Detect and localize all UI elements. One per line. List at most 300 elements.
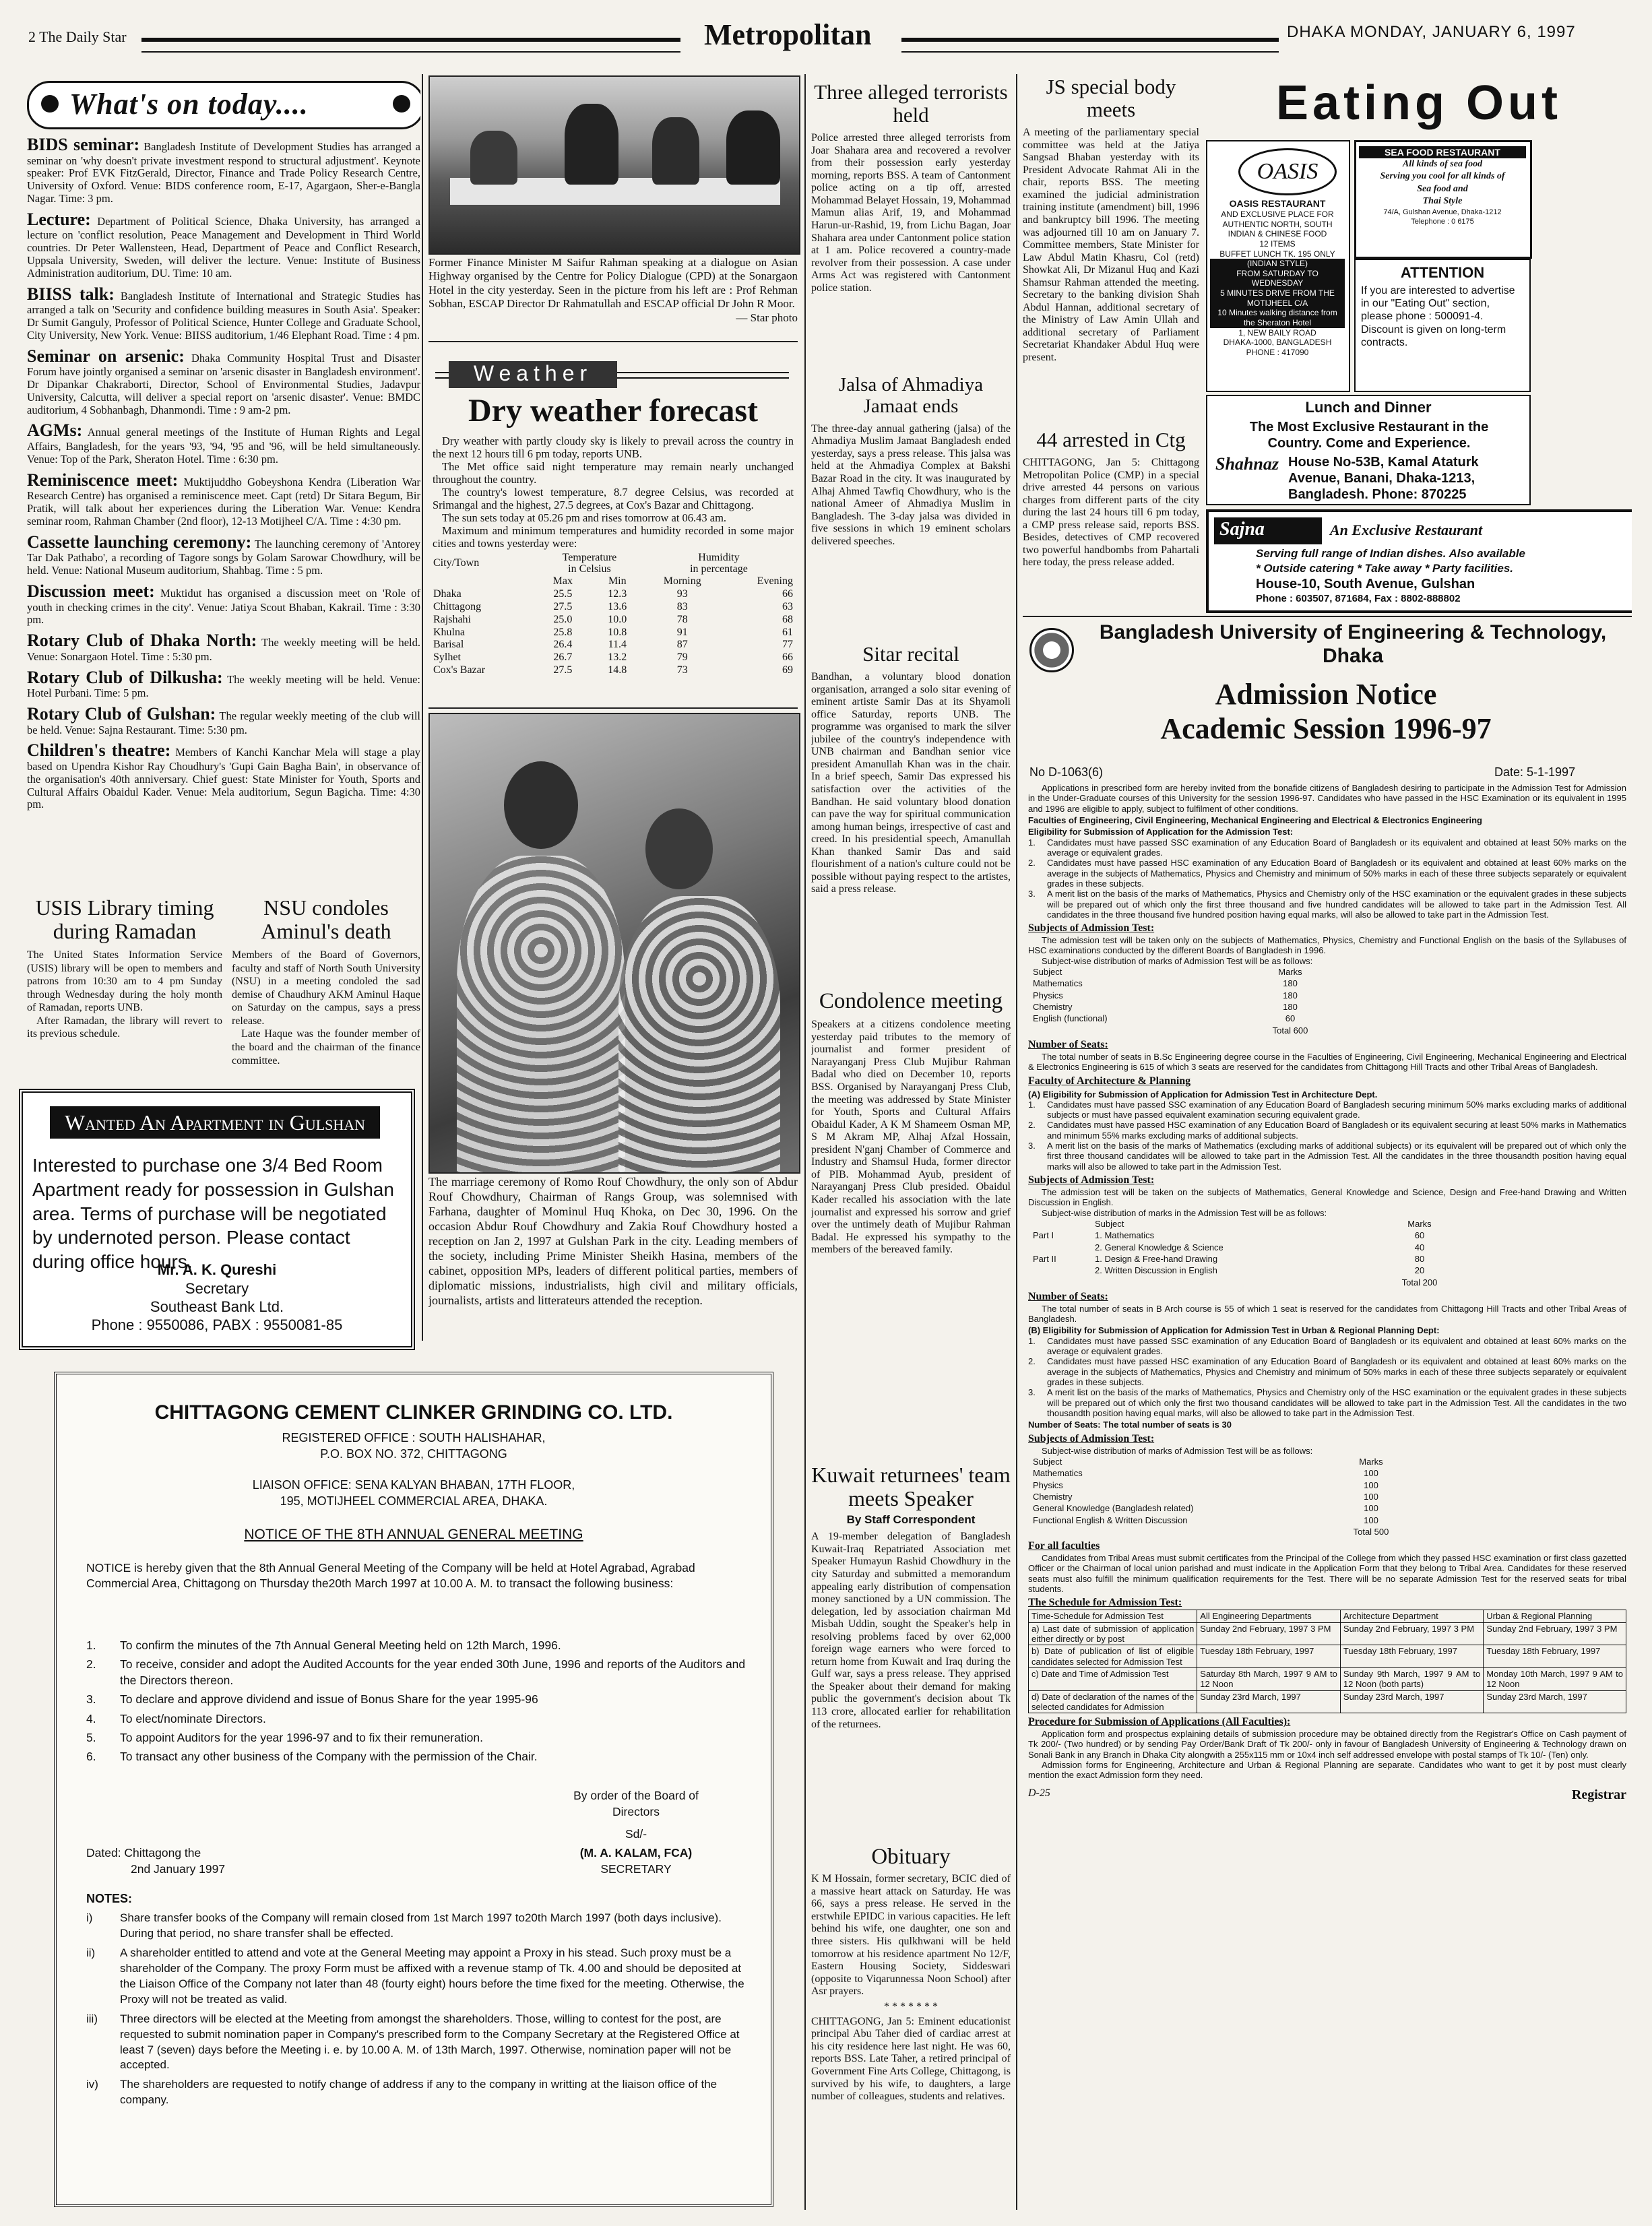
- event-item: [27, 631, 420, 663]
- event-item: [27, 135, 420, 205]
- buet-no: No D-1063(6): [1029, 765, 1104, 779]
- marks-cell: [1032, 1242, 1094, 1253]
- wanted-phone: Phone : 9550086, PABX : 9550081-85: [91, 1316, 343, 1333]
- wanted-name: Mr. A. K. Qureshi: [157, 1261, 277, 1278]
- marks-cell: 20: [1414, 1265, 1425, 1276]
- weather-row: [433, 588, 794, 601]
- clause-number: 2.: [1028, 1120, 1036, 1131]
- marks-cell: Functional English & Written Discussion: [1033, 1515, 1188, 1525]
- event-text: Annual general meetings of the Institute of Human Rights and Legal Affairs, Bangladesh, for the years '93, '94, '95 and '96, will be held simultaneously. Venue: Top of the Park, Sheraton Hotel. Time : 6:30 pm.: [27, 426, 420, 466]
- event-title: BIDS seminar:: [27, 135, 140, 154]
- numbered-clause: [1028, 1387, 1626, 1418]
- weather-cell: 79: [676, 651, 688, 664]
- marks-cell: Mathematics: [1033, 978, 1083, 989]
- buet-seats2-text: The total number of seats in B Arch course is 55 of which 1 seat is reserved for the candidates from Chittagong Hill Tracts and other Tribal Areas of Bangladesh.: [1028, 1303, 1626, 1325]
- schedule-cell: Sunday 2nd February, 1997 3 PM: [1340, 1622, 1483, 1645]
- schedule-cell: All Engineering Departments: [1197, 1610, 1341, 1622]
- buet-date: Date: 5-1-1997: [1494, 765, 1576, 779]
- oasis-line: INDIAN & CHINESE FOOD: [1228, 229, 1327, 239]
- note-text: Share transfer books of the Company will remain closed from 1st March 1997 to20th March 1997 (both days inclusive). During that period, no share transfer shall be effected.: [120, 1911, 722, 1940]
- agenda-text: To receive, consider and adopt the Audited Accounts for the year ended 30th June, 1996 and reports of the Auditors and the Directors thereon.: [120, 1657, 746, 1688]
- agenda-number: 4.: [86, 1711, 96, 1725]
- kuwait-body: A 19-member delegation of Bangladesh Kuwait-Iraq Repatriated Association met Speaker Humayun Rashid Chowdhury in the city Saturday and submitted a memorandum appealing early distribution of compensation money sanctioned by a UN commission. The delegation, led by association chairman Md Misbah Uddin, sought the Speaker's help in resolving problems faced by over 62,000 foreign wage earners who were forced to return home from Kuwait and Iraq during the Gulf war, says a press release. They apprised the Speaker about their demand for making public the government's decision about Tk 113 crore, allocated earlier for rehabilitation of the returnees.: [811, 1531, 1011, 1730]
- whats-on-section: [27, 81, 420, 822]
- schedule-cell: Sunday 23rd March, 1997: [1484, 1690, 1626, 1713]
- weather-cell: 26.7: [553, 651, 573, 664]
- buet-title: Admission Notice Academic Session 1996-97: [1160, 678, 1492, 745]
- weather-cell: Sylhet: [433, 651, 461, 664]
- marks-cell: Total 500: [1353, 1526, 1389, 1537]
- seafood-ad: [1354, 140, 1532, 259]
- oasis-text: [1210, 198, 1345, 357]
- seafood-line: 74/A, Gulshan Avenue, Dhaka-1212: [1383, 208, 1502, 216]
- sajna-logo: Sajna: [1219, 519, 1265, 540]
- event-title: Seminar on arsenic:: [27, 346, 185, 366]
- seafood-line: SEA FOOD RESTAURANT: [1359, 146, 1526, 158]
- oasis-line: 12 ITEMS: [1259, 238, 1296, 249]
- buet-procedure-text-2: Admission forms for Engineering, Architecture and Urban & Regional Planning are separate. Candidates who want to get it by post must clearly mention the exact Admission form they need.: [1028, 1760, 1626, 1781]
- cement-reg: REGISTERED OFFICE : SOUTH HALISHAHAR,: [282, 1431, 546, 1444]
- clause-text: A merit list on the basis of the marks of Mathematics, Physics and Chemistry only of the HSC examination or the equivalent grades in these subjects will be prepared out of which only the first two thousand candidates will be allowed to take part in the Admission Test. All the candidates in the two thousandth position having equal marks, will also be allowed to take part in the Admission Test.: [1047, 1387, 1626, 1419]
- marks-cell: Chemistry: [1033, 1491, 1073, 1502]
- sitar-body: Bandhan, a voluntary blood donation organisation, arranged a solo sitar evening of eminent artiste Samir Das at its Shyamoli office Saturday, reports UNB. The programme was organised to mark the silver jubilee of the country's independence with UNB chairman and Bandhan senior vice president Amanullah Khan was in the chair. In a brief speech, Samir Das expressed his satisfaction over the activities of the Bandhan. He said voluntary blood donation can pave the way for spiritual communication among human beings, irrespective of cast and creed. In his presidential speech, Amanullah Khan thanked Samir Das and said flourishment of a nation's culture could not be possible without paying respect to the artistes, said a press release.: [811, 671, 1011, 895]
- weather-cell: Rajshahi: [433, 613, 471, 625]
- marks-cell: Subject: [1033, 967, 1062, 978]
- cement-order: By order of the Board of Directors: [573, 1789, 699, 1818]
- whats-on-banner: [27, 81, 420, 129]
- marks-cell: 180: [1283, 1002, 1298, 1013]
- buet-subjects-text: The admission test will be taken only on the subjects of Mathematics, Physics, Chemistry and Functional English on the basis of the Syllabuses of HSC examinations conducted by the different Boards of Bangladesh in 1996.: [1028, 935, 1626, 956]
- buet-procedure-text: Application form and prospectus explaining details of submission procedure may be obtained directly from the Registrar's Office on Cash payment of Tk 200/- (Two hundred) or by sending Pay Order/Bank Draft of Tk 200/- only in favour of Bangladesh University of Engineering & Technology drawn on Sonali Bank in any Branch in Dhaka City alongwith a 255x115 mm or 10x4 inch self addressed envelope with postal stamps of Tk 10/- (Ten) only.: [1028, 1729, 1626, 1760]
- schedule-cell: Architecture Department: [1340, 1610, 1483, 1622]
- numbered-clause: [1028, 858, 1626, 889]
- schedule-cell: Sunday 2nd February, 1997 3 PM: [1484, 1622, 1626, 1645]
- eating-out-section: [1206, 75, 1632, 614]
- usis-headline: USIS Library timing during Ramadan: [35, 896, 214, 944]
- marks-cell: Marks: [1278, 967, 1302, 978]
- buet-org: Bangladesh University of Engineering & Technology, Dhaka: [1099, 621, 1607, 667]
- weather-cell: 91: [676, 626, 688, 638]
- buet-subjects3-text: Subject-wise distribution of marks of Admission Test will be as follows:: [1042, 1445, 1313, 1456]
- weather-cell: 69: [782, 664, 793, 676]
- buet-urban-eligibility: (B) Eligibility for Submission of Application for Admission Test in Urban & Regional Planning Dept:: [1028, 1325, 1440, 1336]
- lunch-tagline: The Most Exclusive Restaurant in the Country. Come and Experience.: [1249, 420, 1489, 451]
- agenda-text: To transact any other business of the Company with the permission of the Chair.: [120, 1749, 538, 1763]
- cement-signer-role: SECRETARY: [600, 1862, 672, 1876]
- agenda-item: [86, 1691, 746, 1707]
- note-text: A shareholder entitled to attend and vote at the General Meeting may appoint a Proxy in his stead. Such proxy must be a shareholder of the Company. The proxy Form must be affixed with a revenue stamp of Tk. 4.00 and should be deposited at the Liaison Office of the Company not later than 48 (fourty eight) hours before the time fixed for the meeting. Otherwise, the Proxy will not be treated as valid.: [120, 1946, 744, 2006]
- buet-faculty-eng: Faculties of Engineering, Civil Engineering, Mechanical Engineering and Electrical & Electronics Engineering: [1028, 815, 1482, 825]
- photo-credit: — Star photo: [736, 311, 798, 324]
- note-number: ii): [86, 1946, 96, 1959]
- note-text: Three directors will be elected at the Meeting from amongst the shareholders. Those, willing to contest for the post, are requested to submit nomination paper in Company's prescribed form to the Company Secretary at the Registered Office at least 7 (seven) days before the Meeting i. e. by 10.00 A. M. of 13th March, 1997. Otherwise, nomination paper will not be accepted.: [120, 2012, 740, 2072]
- buet-eligibility: Eligibility for Submission of Application for the Admission Test:: [1028, 827, 1294, 837]
- weather-table: [433, 552, 794, 677]
- numbered-clause: [1028, 1336, 1626, 1357]
- terrorists-body: Police arrested three alleged terrorists from Joar Shahara area and recovered a revolver from their possession early yesterday morning, reports BSS. A team of Cantonment police acting on a tip off, arrested Mohammad Belayet Hossain, 19, Mohammad Mamun alias Arif, 19, and Mohammad Harun-ur-Rashid, 19, from Lichu Bagan, Joar Shahara area under Cantonment police station at 1 am. Police recovered a country-made revolver from their possession. A case under Arms Act was registered with Cantonment police station.: [811, 132, 1011, 294]
- marks-cell: Marks: [1359, 1456, 1383, 1467]
- event-item: [27, 668, 420, 700]
- marks-cell: Chemistry: [1033, 1002, 1073, 1013]
- cement-sd: Sd/-: [625, 1827, 647, 1841]
- js-article: [1023, 75, 1199, 419]
- oasis-line: BUFFET LUNCH TK. 195 ONLY: [1219, 249, 1335, 259]
- sajna-line-4: Phone : 603507, 871684, Fax : 8802-888802: [1256, 593, 1461, 604]
- cement-notice-title: NOTICE OF THE 8TH ANNUAL GENERAL MEETING: [244, 1527, 583, 1542]
- event-text: Bangladesh Institute of International and Strategic Studies has arranged a talk on 'Security and confidence building measures in South Asia'. Speaker: Dr Sumit Ganguly, Professor of Political Science, Hunter College and Graduate School, City University, New York. Venue: BIISS auditorium, 1/46 Elephant Road. Time : 4 pm.: [27, 289, 420, 342]
- oasis-line: (INDIAN STYLE): [1210, 259, 1345, 269]
- kuwait-article: [811, 1463, 1011, 1841]
- agenda-number: 5.: [86, 1730, 96, 1744]
- schedule-cell: Urban & Regional Planning: [1484, 1610, 1626, 1622]
- arrest-body: CHITTAGONG, Jan 5: Chittagong Metropolitan Police (CMP) in a special drive arrested 44 persons on various charges from different parts of the city during the last 24 hours till 6 pm today, a CMP press release said, reports BSS. Besides, detectives of CMP recovered two powerful handbombs from Pahartali here today, the press release added.: [1023, 457, 1199, 569]
- seafood-line: Telephone : 0 6175: [1411, 218, 1474, 226]
- col-temp: Temperature: [562, 551, 617, 563]
- marks-cell: Mathematics: [1033, 1468, 1083, 1479]
- event-title: Discussion meet:: [27, 581, 155, 601]
- numbered-clause: [1028, 1120, 1626, 1141]
- terrorists-article: [811, 81, 1011, 364]
- nsu-body-2: Late Haque was the founder member of the board and the chairman of the finance committee.: [232, 1028, 420, 1067]
- oasis-line: FROM SATURDAY TO WEDNESDAY: [1210, 269, 1345, 288]
- schedule-table: [1028, 1610, 1626, 1713]
- event-item: [27, 704, 420, 736]
- weather-headline: Dry weather forecast: [468, 393, 759, 428]
- buet-seats-text: The total number of seats in B.Sc Engineering degree course in the Faculties of Engineering, Civil Engineering, Mechanical Engineering and Electrical & Electronics Engineering is 615 of which 3 seats are reserved for the candidates from Chittagong Hill Tracts and other Tribal Areas of Bangladesh.: [1028, 1051, 1626, 1073]
- nsu-article: [232, 896, 420, 1071]
- attention-box: [1354, 259, 1531, 392]
- seafood-line: Thai Style: [1422, 195, 1463, 206]
- weather-cell: 83: [676, 600, 688, 612]
- nsu-body: Members of the Board of Governors, faculty and staff of North South University (NSU) in a meeting condoled the sad demise of Chaudhury AKM Aminul Haque on Saturday on the campus, says a press release.: [232, 949, 420, 1027]
- weather-cell: 77: [782, 639, 793, 651]
- event-text: Department of Political Science, Dhaka University, has arranged a lecture on 'conflict resolution, Peace Management and Development in Third World countries. Dr Peter Wallensteen, Head, Department of Peace and Conflict Research, Uppsala University, Sweden, will deliver the lecture. Venue: Institute of Business Administration auditorium, DU. Time: 10 am.: [27, 214, 420, 280]
- cement-agenda: [86, 1637, 746, 1767]
- weather-cell: 68: [782, 613, 793, 625]
- col-evening: Evening: [757, 575, 793, 587]
- event-title: Rotary Club of Dilkusha:: [27, 667, 223, 687]
- oasis-ad: [1206, 140, 1350, 392]
- numbered-clause: [1028, 889, 1626, 920]
- oasis-line: 10 Minutes walking distance from: [1210, 308, 1345, 318]
- arrest-article: [1023, 428, 1199, 609]
- schedule-cell: Tuesday 18th February, 1997: [1484, 1645, 1626, 1668]
- col-min: Min: [608, 575, 627, 587]
- cement-intro: NOTICE is hereby given that the 8th Annual General Meeting of the Company will be held at Hotel Agrabad, Agrabad Commercial Area, Chittagong on Thursday the20th March 1997 at 10.00 A. M. to transact the following business:: [86, 1561, 695, 1591]
- buet-procedure-heading: Procedure for Submission of Applications (All Faculties):: [1028, 1716, 1291, 1728]
- schedule-cell: b) Date of publication of list of eligible candidates selected for Admission Test: [1029, 1645, 1197, 1668]
- weather-cell: 93: [676, 588, 688, 600]
- col-temp-unit: in Celsius: [568, 563, 611, 575]
- clause-number: 3.: [1028, 1387, 1036, 1398]
- buet-seats3: Number of Seats: The total number of seats is 30: [1028, 1420, 1232, 1430]
- buet-subjects2-text: The admission test will be taken on the subjects of Mathematics, General Knowledge and Science, Design and Free-hand Drawing and Written Discussion in English.: [1028, 1187, 1626, 1208]
- sajna-ad: [1206, 509, 1632, 613]
- buet-subjects-text-2: Subject-wise distribution of marks of Admission Test will be as follows:: [1042, 955, 1313, 966]
- weather-cell: 12.3: [608, 588, 627, 600]
- marks-cell: [1032, 1025, 1236, 1036]
- condolence-body: Speakers at a citizens condolence meeting yesterday paid tributes to the memory of journalist and former president of Narayanganj Press Club Mujibur Rahman Badal who died on December 10, reports BSS. Organised by Narayanganj Press Club, the meeting was addressed by State Minister for Youth, Sports and Cultural Affairs Obaidul Kader, A K M Shameem Osman MP, S M Akram MP, Alhaj Afzal Hossain, president N'ganj Chamber of Commerce and Industry and Shamsul Huda, former director of PIB. Mohammad Ayub, president of Narayanganj Press Club presided. Obaidul Kader recalled his association with the late journalist and expressed his sorrow and grief over the untimely death of Mujibur Rahman Badal. He expressed his sympathy to the members of the bereaved family.: [811, 1019, 1011, 1256]
- numbered-clause: [1028, 1141, 1626, 1172]
- marks-cell: 1. Mathematics: [1095, 1230, 1155, 1241]
- schedule-cell: Sunday 23rd March, 1997: [1340, 1690, 1483, 1713]
- marks-cell: Marks: [1407, 1218, 1432, 1229]
- clause-number: 1.: [1028, 837, 1036, 848]
- event-title: Cassette launching ceremony:: [27, 532, 252, 552]
- clause-text: Candidates must have passed SSC examination of any Education Board of Bangladesh or its equivalent and obtained at least 60% marks on the average or equivalent grades.: [1047, 1335, 1626, 1357]
- weather-row: [433, 664, 794, 677]
- weather-p1: Dry weather with partly cloudy sky is likely to prevail across the country in the next 12 hours till 6 pm today, reports UNB.: [433, 435, 794, 460]
- clause-number: 3.: [1028, 889, 1036, 899]
- weather-cell: 63: [782, 600, 793, 612]
- note-number: i): [86, 1911, 93, 1924]
- buet-footer: [1028, 1787, 1626, 1804]
- section-title: Metropolitan: [704, 18, 872, 51]
- note-item: [86, 2012, 746, 2074]
- jalsa-headline: Jalsa of Ahmadiya Jamaat ends: [838, 375, 984, 417]
- schedule-cell: Sunday 2nd February, 1997 3 PM: [1197, 1622, 1341, 1645]
- clause-number: 2.: [1028, 1356, 1036, 1367]
- buet-intro: Applications in prescribed form are hereby invited from the bonafide citizens of Bangladesh desiring to participate in the Admission Test for Admission in the Under-Graduate courses of this University for the session 1996-97. Candidates who have passed in the HSC Examination or its equivalent in 1995 and 1996 are eligible to apply, subject to fulfilment of other conditions.: [1028, 783, 1626, 814]
- wanted-text: Interested to purchase one 3/4 Bed Room Apartment ready for possession in Gulshan area. Terms of purchase will be negotiated by undernoted person. Please contact during office hours.: [32, 1155, 394, 1273]
- oasis-line: 5 MINUTES DRIVE FROM THE MOTIJHEEL C/A: [1210, 288, 1345, 308]
- marks-cell: [1094, 1277, 1365, 1288]
- lunch-title: Lunch and Dinner: [1305, 399, 1432, 416]
- weather-cell: 66: [782, 588, 793, 600]
- oasis-line: AND EXCLUSIVE PLACE FOR: [1221, 210, 1334, 220]
- jalsa-body: The three-day annual gathering (jalsa) of the Ahmadiya Muslim Jamaat Bangladesh ended yesterday, says a press release. This jalsa was held at the Ahmadiya Complex at Bakshi Bazar Road in the city. It was inaugurated by Alhaj Ahmed Tawfiq Chowdhury, who is the national Ameer of Ahmadiya Muslim in Bangladesh. The 3-day jalsa was divided in five sessions in which 19 eminent scholars delivered speeches.: [811, 422, 1011, 547]
- event-item: [27, 532, 420, 577]
- marks-cell: Subject: [1033, 1456, 1062, 1467]
- agenda-text: To confirm the minutes of the 7th Annual General Meeting held on 12th March, 1996.: [120, 1639, 561, 1652]
- weather-section: [428, 345, 798, 709]
- wanted-banner: Wanted An Apartment in Gulshan: [64, 1110, 366, 1135]
- event-item: [27, 581, 420, 627]
- marks-cell: 100: [1364, 1503, 1378, 1514]
- cement-notes: [86, 1911, 746, 2112]
- agenda-number: 1.: [86, 1639, 96, 1652]
- weather-cell: 10.8: [608, 626, 627, 638]
- agenda-number: 3.: [86, 1692, 96, 1707]
- marks-cell: [1032, 1265, 1094, 1276]
- buet-subjects2-text-2: Subject-wise distribution of marks in the Admission Test will be as follows:: [1042, 1207, 1327, 1218]
- agenda-text: To elect/nominate Directors.: [120, 1711, 266, 1725]
- note-item: [86, 1911, 746, 1942]
- weather-cell: 73: [676, 664, 688, 676]
- marks-cell: Part I: [1033, 1230, 1054, 1241]
- clause-text: Candidates must have passed HSC examination of any Education Board of Bangladesh or its equivalent and obtained at least 60% marks on the average in the subjects of Mathematics, Physics and Chemistry and minimum of 50% marks in each of these three subjects separately or equivalent grades in these subjects.: [1047, 1356, 1626, 1388]
- whats-on-list: [27, 135, 420, 815]
- obituary-divider: * * * * * * *: [884, 2000, 938, 2012]
- weather-cell: 61: [782, 626, 793, 638]
- kuwait-byline: By Staff Correspondent: [846, 1513, 976, 1527]
- event-title: Reminiscence meet:: [27, 470, 179, 490]
- schedule-cell: Time-Schedule for Admission Test: [1029, 1610, 1197, 1622]
- buet-arch-eligibility: (A) Eligibility for Submission of Application for Admission Test in Architecture Dept.: [1028, 1089, 1378, 1100]
- weather-p4: The sun sets today at 05.26 pm and rises tomorrow at 06.43 am.: [442, 511, 727, 524]
- marks-cell: 100: [1364, 1480, 1378, 1490]
- marks-cell: English (functional): [1033, 1013, 1108, 1024]
- marks-cell: [1032, 1218, 1094, 1230]
- marks-cell: [1032, 1277, 1094, 1288]
- obituary-article: [811, 1845, 1011, 2208]
- weather-cell: 27.5: [553, 664, 573, 676]
- cpd-dialogue-photo: [428, 75, 800, 255]
- marks-cell: 180: [1283, 978, 1298, 989]
- marks-cell: 40: [1414, 1242, 1425, 1252]
- marks-table: [1032, 1456, 1426, 1537]
- col-max: Max: [552, 575, 573, 587]
- clause-text: Candidates must have passed SSC examination of any Education Board of Bangladesh securing minimum 50% marks excluding marks of additional subjects or must have passed equivalent examination securing equivalent grade.: [1047, 1099, 1626, 1120]
- marks-cell: 60: [1285, 1013, 1296, 1024]
- buet-subjects-heading: Subjects of Admission Test:: [1028, 922, 1155, 934]
- shahnaz-ad: [1206, 395, 1531, 505]
- agenda-item: [86, 1656, 746, 1688]
- event-text: The regular weekly meeting of the club will be held. Venue: Sajna Restaurant. Time: 5:30 pm.: [27, 709, 420, 736]
- col-morning: Morning: [663, 575, 701, 587]
- schedule-cell: Sunday 9th March, 1997 9 AM to 12 Noon (both parts): [1340, 1667, 1483, 1690]
- note-item: [86, 1946, 746, 2008]
- event-title: Children's theatre:: [27, 740, 171, 761]
- marks-cell: Physics: [1033, 990, 1063, 1000]
- clause-number: 2.: [1028, 858, 1036, 868]
- event-text: The launching ceremony of 'Antorey Tar Dak Pathabo', a recording of Tagore songs by Golam Sarowar Chowdhury, will be held. Venue: National Museum auditorium, Shahbag. Time : 5 pm.: [27, 537, 420, 577]
- numbered-clause: [1028, 1356, 1626, 1387]
- weather-cell: Chittagong: [433, 600, 482, 612]
- note-number: iv): [86, 2078, 98, 2091]
- event-item: [27, 420, 420, 466]
- oasis-line: AUTHENTIC NORTH, SOUTH: [1222, 219, 1333, 229]
- cement-notes-title: NOTES:: [86, 1892, 133, 1905]
- sajna-line-3: House-10, South Avenue, Gulshan: [1256, 577, 1475, 592]
- marks-cell: Total 600: [1272, 1025, 1308, 1036]
- buet-subjects-heading-2: Subjects of Admission Test:: [1028, 1174, 1155, 1186]
- usis-body: The United States Information Service (USIS) library will be open to members and patrons from 10:30 am to 4 pm Sunday through Wednesday during the holy month of Ramadan, reports UNB.: [27, 949, 222, 1014]
- weather-cell: 11.4: [608, 639, 627, 651]
- condolence-headline: Condolence meeting: [819, 989, 1003, 1013]
- marks-cell: 1. Design & Free-hand Drawing: [1095, 1253, 1218, 1264]
- marks-cell: 2. Written Discussion in English: [1095, 1265, 1217, 1276]
- js-headline: JS special body meets: [1046, 75, 1176, 122]
- lunch-address: House No-53B, Kamal Ataturk Avenue, Banani, Dhaka-1213, Bangladesh. Phone: 870225: [1288, 455, 1479, 502]
- event-title: Rotary Club of Dhaka North:: [27, 631, 257, 651]
- clause-text: Candidates must have passed SSC examination of any Education Board of Bangladesh or its equivalent and obtained at least 50% marks on the average or equivalent grades.: [1047, 837, 1626, 858]
- marks-cell: 100: [1364, 1491, 1378, 1502]
- weather-cell: 13.2: [608, 651, 627, 664]
- weather-cell: Barisal: [433, 639, 464, 651]
- oasis-line: the Sheraton Hotel: [1210, 318, 1345, 328]
- clause-text: Candidates must have passed HSC examination of any Education Board of Bangladesh or its equivalent and obtained at least 60% marks on the average in the subjects of Mathematics, Physics and Chemistry and minimum of 50% marks in each of these three subjects separately or equivalent grades in these subjects.: [1047, 858, 1626, 889]
- event-text: Muktidut has organised a discussion meet on 'Role of youth in checking crimes in the city'. Venue: Jatiya Scout Bhaban, Kakrail. Time : 3:30 pm.: [27, 586, 420, 627]
- event-text: The weekly meeting will be held. Venue: Hotel Purbani. Time: 5 pm.: [27, 672, 420, 700]
- cement-liaison2: 195, MOTIJHEEL COMMERCIAL AREA, DHAKA.: [280, 1494, 548, 1508]
- weather-cell: 78: [676, 613, 688, 625]
- marks-cell: General Knowledge (Bangladesh related): [1033, 1503, 1194, 1514]
- cpd-caption-text: Former Finance Minister M Saifur Rahman speaking at a dialogue on Asian Highway organised by the Centre for Policy Dialogue (CPD) at the Sonargaon Hotel in the city yesterday. Seen in the picture from his left are : Prof Rehman Sobhan, ESCAP Director Dr Rahmatullah and ESCAP official Dr John R Moor.: [428, 256, 798, 311]
- weather-cell: 26.4: [553, 639, 573, 651]
- event-item: [27, 470, 420, 528]
- buet-arch-heading: Faculty of Architecture & Planning: [1028, 1075, 1191, 1087]
- buet-seats-heading: Number of Seats:: [1028, 1039, 1108, 1051]
- weather-p2: The Met office said night temperature may remain nearly unchanged throughout the country.: [433, 459, 794, 486]
- obituary-body: K M Hossain, former secretary, BCIC died of a massive heart attack on Saturday. He was 66, says a press release. He served in the erstwhile EPIDC in various capacities. He left behind his wife, one daughter, one son and three sisters. His qulkhwani will be held tomorrow at his residence apartment No 12/F, Eastern Housing Society, Siddeswari (opposite to Viqarunnessa Noon School) after Asr prayers.: [811, 1873, 1011, 1998]
- marks-cell: 100: [1364, 1468, 1378, 1479]
- marks-table: [1032, 1218, 1474, 1288]
- cement-signer: (M. A. KALAM, FCA): [579, 1846, 693, 1859]
- weather-cell: 87: [676, 639, 688, 651]
- paper-name: 2 The Daily Star: [28, 28, 127, 45]
- weather-cell: 27.5: [553, 600, 573, 612]
- seafood-text: [1359, 146, 1526, 227]
- buet-body: [1028, 783, 1626, 1803]
- event-item: [27, 210, 420, 280]
- cement-dated: Dated: Chittagong the: [86, 1846, 201, 1859]
- col-hum-unit: in percentage: [690, 563, 748, 575]
- clause-number: 1.: [1028, 1099, 1036, 1110]
- buet-admission-notice: [1023, 618, 1632, 2210]
- sajna-line-1: Serving full range of Indian dishes. Also available: [1256, 547, 1525, 560]
- whats-on-title: What's on today....: [69, 88, 309, 121]
- obituary-headline: Obituary: [871, 1845, 951, 1869]
- event-text: The weekly meeting will be held. Venue: Sonargaon Hotel. Time : 5:30 pm.: [27, 636, 420, 663]
- event-text: Members of Kanchi Kanchar Mela will stage a play based on Upendra Kishor Ray Choudhury's 'Gupi Gain Bagha Bain', in observance of the organisation's 40th anniversary. Chief guest: State Minister for Youth, Sports and Cultural Affairs Obaidul Kader. Venue: Mela auditorium, Segun Bagicha. Time: 4:30 pm.: [27, 746, 420, 811]
- seafood-line: All kinds of sea food: [1402, 159, 1483, 170]
- weather-p5: Maximum and minimum temperatures and humidity recorded in some major cities and towns yesterday were:: [433, 523, 794, 550]
- weather-row: [433, 614, 794, 627]
- schedule-cell: c) Date and Time of Admission Test: [1029, 1667, 1197, 1690]
- event-title: BIISS talk:: [27, 284, 115, 304]
- wedding-caption: The marriage ceremony of Romo Rouf Chowdhury, the only son of Abdur Rouf Chowdhury, Chairman of Rangs Group, was solemnised with Farhana, daughter of Mominul Huq Khoka, on Dec 30, 1996. On the occasion Abdur Rouf Chowdhury and Zakia Rouf Chowdhury hosted a reception on Jan 2, 1997 at Gulshan Park in the city. Leading members of the society, including Prime Minister Sheikh Hasina, members of the cabinet, opposition MPs, leaders of different political parties, members of diplomatic missions, industrialists, high civil and military officials, journalists, artists and litterateurs attended the reception.: [428, 1175, 798, 1307]
- sitar-article: [811, 643, 1011, 986]
- terrorists-headline: Three alleged terrorists held: [814, 81, 1008, 127]
- marks-cell: 60: [1414, 1230, 1425, 1241]
- nsu-headline: NSU condoles Aminul's death: [261, 896, 391, 944]
- marks-cell: Total 200: [1401, 1277, 1438, 1287]
- agenda-number: 6.: [86, 1749, 96, 1763]
- seafood-line: Serving you cool for all kinds of: [1380, 171, 1505, 182]
- kuwait-headline: Kuwait returnees' team meets Speaker: [811, 1463, 1011, 1511]
- marks-cell: 100: [1364, 1515, 1378, 1525]
- wanted-apartment-ad: [19, 1089, 415, 1350]
- marks-cell: 2. General Knowledge & Science: [1095, 1242, 1224, 1252]
- weather-cell: 10.0: [608, 613, 627, 625]
- marks-cell: Subject: [1095, 1218, 1124, 1229]
- weather-row: [433, 651, 794, 664]
- usis-article: [27, 896, 222, 1071]
- event-item: [27, 346, 420, 417]
- condolence-article: [811, 989, 1011, 1461]
- agenda-item: [86, 1748, 746, 1764]
- event-title: AGMs:: [27, 420, 83, 441]
- weather-cell: 66: [782, 651, 793, 664]
- agenda-text: To appoint Auditors for the year 1996-97 and to fix their remuneration.: [120, 1730, 483, 1744]
- cement-company: CHITTAGONG CEMENT CLINKER GRINDING CO. LTD.: [154, 1401, 673, 1424]
- buet-allfac-heading: For all faculties: [1028, 1540, 1100, 1552]
- col-hum: Humidity: [698, 551, 740, 563]
- weather-cell: 13.6: [608, 600, 627, 612]
- shahnaz-logo: Shahnaz: [1215, 454, 1279, 474]
- attention-title: ATTENTION: [1400, 264, 1485, 281]
- clause-number: 3.: [1028, 1141, 1036, 1151]
- wedding-photo: [428, 713, 800, 1174]
- sitar-headline: Sitar recital: [862, 643, 959, 666]
- note-text: The shareholders are requested to notify change of address if any to the company in writting at the liaison office of the company.: [120, 2078, 718, 2107]
- clause-text: A merit list on the basis of the marks of Mathematics, Physics and Chemistry only of the HSC examination or the equivalent grades in these subjects will be prepared out of which only the first three thousand and five hundred candidates will be allowed to take part in the Admission Test. All candidates in the three thousand five hundred position having equal marks, will also be allowed to take part in the Admission Test.: [1047, 889, 1626, 920]
- wanted-org: Southeast Bank Ltd.: [150, 1298, 284, 1315]
- marks-table: [1032, 966, 1345, 1036]
- wanted-role: Secretary: [185, 1280, 249, 1297]
- oasis-line: 1, NEW BAILY ROAD: [1238, 327, 1316, 338]
